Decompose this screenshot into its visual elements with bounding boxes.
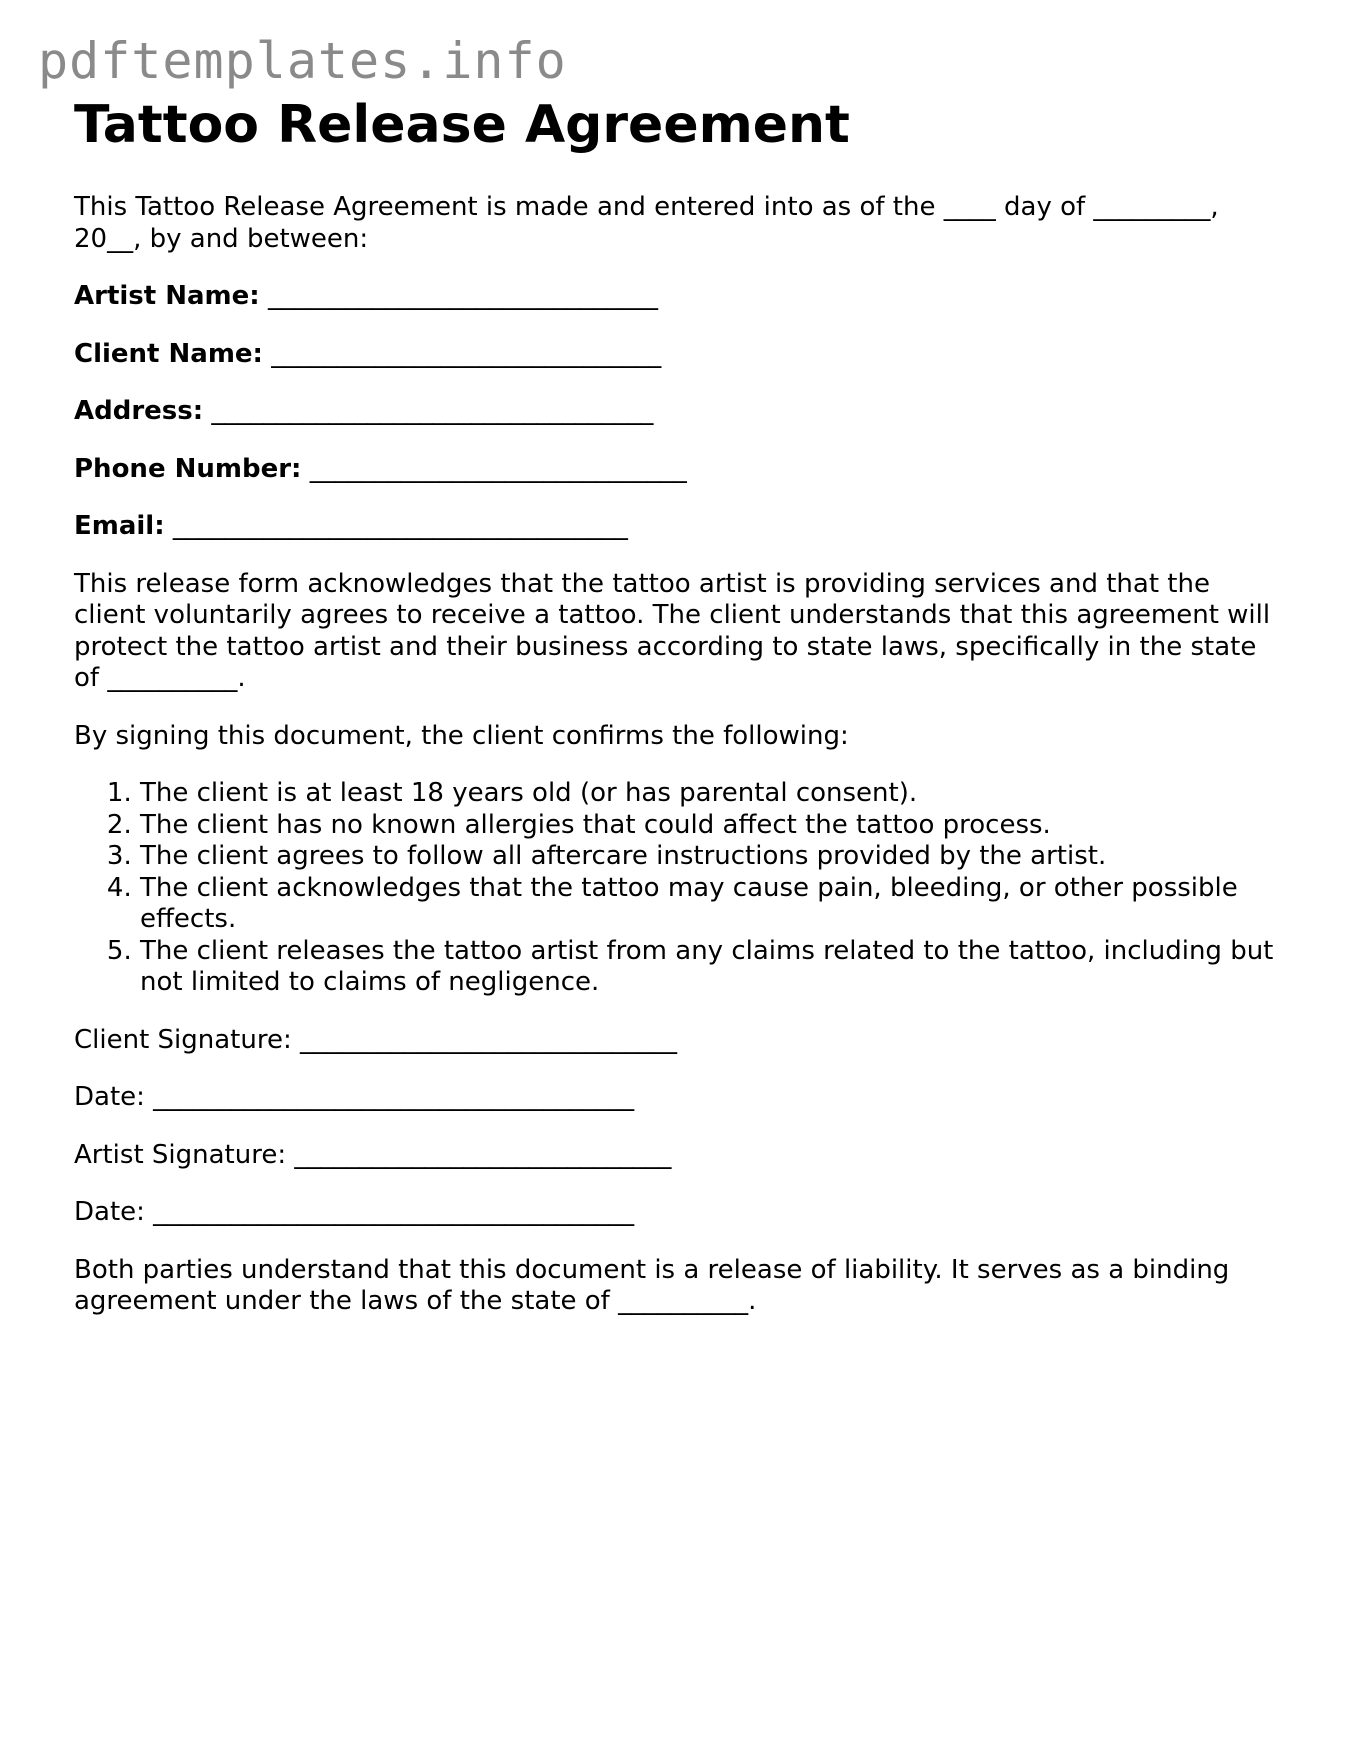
client-name-blank[interactable]: ______________________________	[271, 338, 662, 369]
list-item: 1. The client is at least 18 years old (or has parental consent).	[140, 778, 1284, 810]
client-name-field[interactable]	[74, 339, 1284, 371]
phone-number-field[interactable]	[74, 454, 1284, 486]
closing-paragraph: Both parties understand that this document is a release of liability. It serves as a binding agreement under the laws of the state of __________.	[74, 1254, 1230, 1317]
artist-signature-blank[interactable]: _____________________________	[294, 1139, 672, 1170]
field-label: Artist Name:	[74, 281, 260, 312]
client-signature-blank[interactable]: _____________________________	[300, 1024, 677, 1055]
client-signature-line[interactable]	[74, 1025, 1284, 1057]
artist-name-blank[interactable]: ______________________________	[267, 281, 658, 312]
address-field[interactable]	[74, 396, 1284, 428]
phone-number-blank[interactable]: _____________________________	[309, 453, 687, 484]
confirm-intro: By signing this document, the client confirms the following:	[74, 720, 849, 751]
confirmation-list	[74, 778, 1284, 999]
artist-date-blank[interactable]: _____________________________________	[153, 1197, 635, 1228]
client-date-line[interactable]	[74, 1082, 1284, 1114]
signature-label: Client Signature:	[74, 1024, 292, 1055]
client-date-blank[interactable]: _____________________________________	[153, 1082, 635, 1113]
list-item: 4. The client acknowledges that the tattoo may cause pain, bleeding, or other possible effects.	[140, 873, 1284, 936]
email-field[interactable]	[74, 511, 1284, 543]
page-title: Tattoo Release Agreement	[74, 95, 850, 155]
list-item: 5. The client releases the tattoo artist from any claims related to the tattoo, including but not limited to claims of negligence.	[140, 936, 1284, 999]
address-blank[interactable]: __________________________________	[211, 396, 654, 427]
artist-name-field[interactable]	[74, 281, 1284, 313]
signature-label: Artist Signature:	[74, 1139, 287, 1170]
field-label: Address:	[74, 396, 204, 427]
artist-date-line[interactable]	[74, 1197, 1284, 1229]
artist-signature-line[interactable]	[74, 1140, 1284, 1172]
field-label: Email:	[74, 511, 165, 542]
release-paragraph: This release form acknowledges that the tattoo artist is providing services and that the client voluntarily agrees to receive a tattoo. The client understands that this agreement will protect the tattoo artist and their business according to state laws, specifically in the state of __________.	[74, 568, 1271, 694]
field-label: Client Name:	[74, 338, 263, 369]
document-body	[74, 94, 1284, 1318]
field-label: Phone Number:	[74, 453, 302, 484]
email-blank[interactable]: ___________________________________	[172, 511, 628, 542]
watermark: pdftemplates.info	[38, 32, 567, 90]
intro-paragraph: This Tattoo Release Agreement is made and entered into as of the ____ day of _________, 20__, by and between:	[74, 192, 1219, 254]
date-label: Date:	[74, 1197, 145, 1228]
date-label: Date:	[74, 1082, 145, 1113]
list-item: 3. The client agrees to follow all aftercare instructions provided by the artist.	[140, 841, 1284, 873]
list-item: 2. The client has no known allergies that could affect the tattoo process.	[140, 810, 1284, 842]
